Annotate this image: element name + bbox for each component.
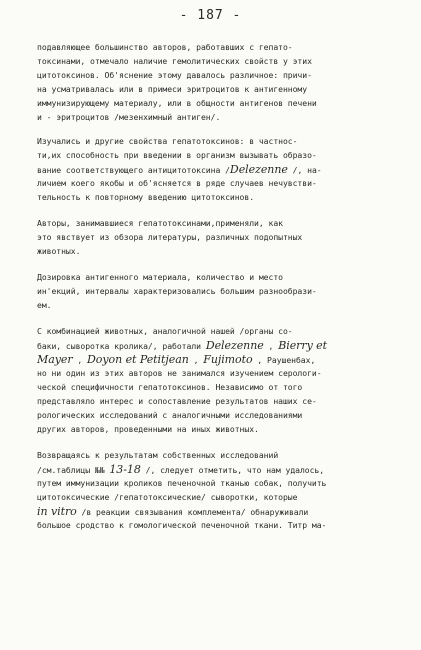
typed-text: , bbox=[263, 341, 279, 351]
text-line bbox=[37, 424, 415, 435]
text-line bbox=[37, 354, 415, 366]
text-line bbox=[37, 368, 415, 379]
handwritten-insert: Bierry et bbox=[278, 340, 328, 352]
typed-text: /см.таблицы №№ bbox=[37, 465, 110, 475]
text-line bbox=[37, 98, 415, 109]
text-line bbox=[37, 56, 415, 67]
text-line bbox=[37, 42, 415, 53]
typed-text: ческой специфичности гепатотоксинов. Независимо от того bbox=[37, 382, 303, 392]
typed-text: вание соответствующего антицитотоксина / bbox=[37, 165, 230, 175]
text-line bbox=[37, 232, 415, 243]
typed-text: представляло интерес и сопоставление результатов наших се- bbox=[37, 396, 317, 406]
typed-text: это явствует из обзора литературы, различных подопытных bbox=[37, 232, 303, 242]
page-number: - 187 - bbox=[179, 8, 242, 23]
text-line bbox=[37, 136, 415, 147]
text-line bbox=[37, 164, 415, 176]
typed-text: рологических исследований с аналогичными исследованиями bbox=[37, 410, 303, 420]
typed-text: Дозировка антигенного материала, количество и место bbox=[37, 272, 283, 282]
typed-text: цитотоксинов. Об'яснение этому давалось различное: причи- bbox=[37, 70, 312, 80]
typed-text: цитотоксические /гепатотоксические/ сыворотки, которые bbox=[37, 492, 298, 502]
typed-text: путем иммунизации кроликов печеночной тканью собак, получить bbox=[37, 478, 327, 488]
text-line bbox=[37, 492, 415, 503]
handwritten-insert: Doyon et Petitjean bbox=[87, 354, 189, 366]
text-line bbox=[37, 218, 415, 229]
text-line bbox=[37, 450, 415, 461]
handwritten-insert: Delezenne bbox=[205, 340, 264, 352]
typed-text: животных. bbox=[37, 246, 81, 256]
text-line bbox=[37, 340, 415, 352]
typed-text: ем. bbox=[37, 300, 52, 310]
text-line bbox=[37, 150, 415, 161]
handwritten-insert: Fujimoto bbox=[203, 354, 253, 366]
typed-text: , Раушенбах, bbox=[252, 355, 316, 365]
typed-text: и - эритроцитов /мезенхимный антиген/. bbox=[37, 112, 221, 122]
typed-text: /в реакции связывания комплемента/ обнаруживали bbox=[76, 507, 309, 517]
typed-text: /, следует отметить, что нам удалось, bbox=[140, 465, 325, 475]
typed-text: Авторы, занимавшиеся гепатотоксинами,применяли, как bbox=[37, 218, 283, 228]
typed-text: /, на- bbox=[287, 165, 322, 175]
handwritten-insert: Delezenne bbox=[229, 164, 288, 176]
text-line bbox=[37, 300, 415, 311]
typed-text: тельность к повторному введению цитотоксинов. bbox=[37, 192, 255, 202]
text-line bbox=[37, 464, 415, 476]
text-line bbox=[37, 70, 415, 81]
typed-text: на усматривалась или в примеси эритроцитов к антигенному bbox=[37, 84, 308, 94]
text-line bbox=[37, 520, 415, 531]
text-line bbox=[37, 326, 415, 337]
typed-text: ин'екций, интервалы характеризовались большим разнообрази- bbox=[37, 286, 317, 296]
text-line bbox=[37, 112, 415, 123]
typed-text: большое сродство к гомологической печеночной ткани. Титр ма- bbox=[37, 520, 327, 530]
text-line bbox=[37, 478, 415, 489]
typed-text: , bbox=[188, 355, 204, 365]
typed-text: других авторов, проведенными на иных животных. bbox=[37, 424, 259, 434]
handwritten-insert: Mayer bbox=[37, 354, 73, 366]
text-line bbox=[37, 178, 415, 189]
typed-text: Возвращаясь к результатам собственных исследований bbox=[37, 450, 279, 460]
typed-text: ти,их способность при введении в организм вызывать образо- bbox=[37, 150, 317, 160]
text-line bbox=[37, 246, 415, 257]
typed-text: подавляющее большинство авторов, работавших с гепато- bbox=[37, 42, 293, 52]
text-line bbox=[37, 506, 415, 518]
handwritten-insert: in vitro bbox=[37, 506, 77, 518]
text-line bbox=[37, 396, 415, 407]
text-line bbox=[37, 84, 415, 95]
typed-text: С комбинацией животных, аналогичной нашей /органы со- bbox=[37, 326, 293, 336]
text-line bbox=[37, 410, 415, 421]
typed-text: баки, сыворотка кролика/, работали bbox=[37, 341, 206, 351]
typed-text: личием коего якобы и об'ясняется в ряде случаев нечувстви- bbox=[37, 178, 317, 188]
typed-text: но ни один из этих авторов не занимался изучением серологи- bbox=[37, 368, 322, 378]
typed-text: Изучались и другие свойства гепатотоксинов: в частнос- bbox=[37, 136, 298, 146]
typed-text: , bbox=[72, 355, 88, 365]
text-line bbox=[37, 382, 415, 393]
text-line bbox=[37, 192, 415, 203]
text-line bbox=[37, 286, 415, 297]
handwritten-insert: 13-18 bbox=[109, 464, 141, 476]
typed-text: токсинами, отмечало наличие гемолитических свойств у этих bbox=[37, 56, 312, 66]
typed-text: иммунизирующему материалу, или в общности антигенов печени bbox=[37, 98, 317, 108]
text-line bbox=[37, 272, 415, 283]
